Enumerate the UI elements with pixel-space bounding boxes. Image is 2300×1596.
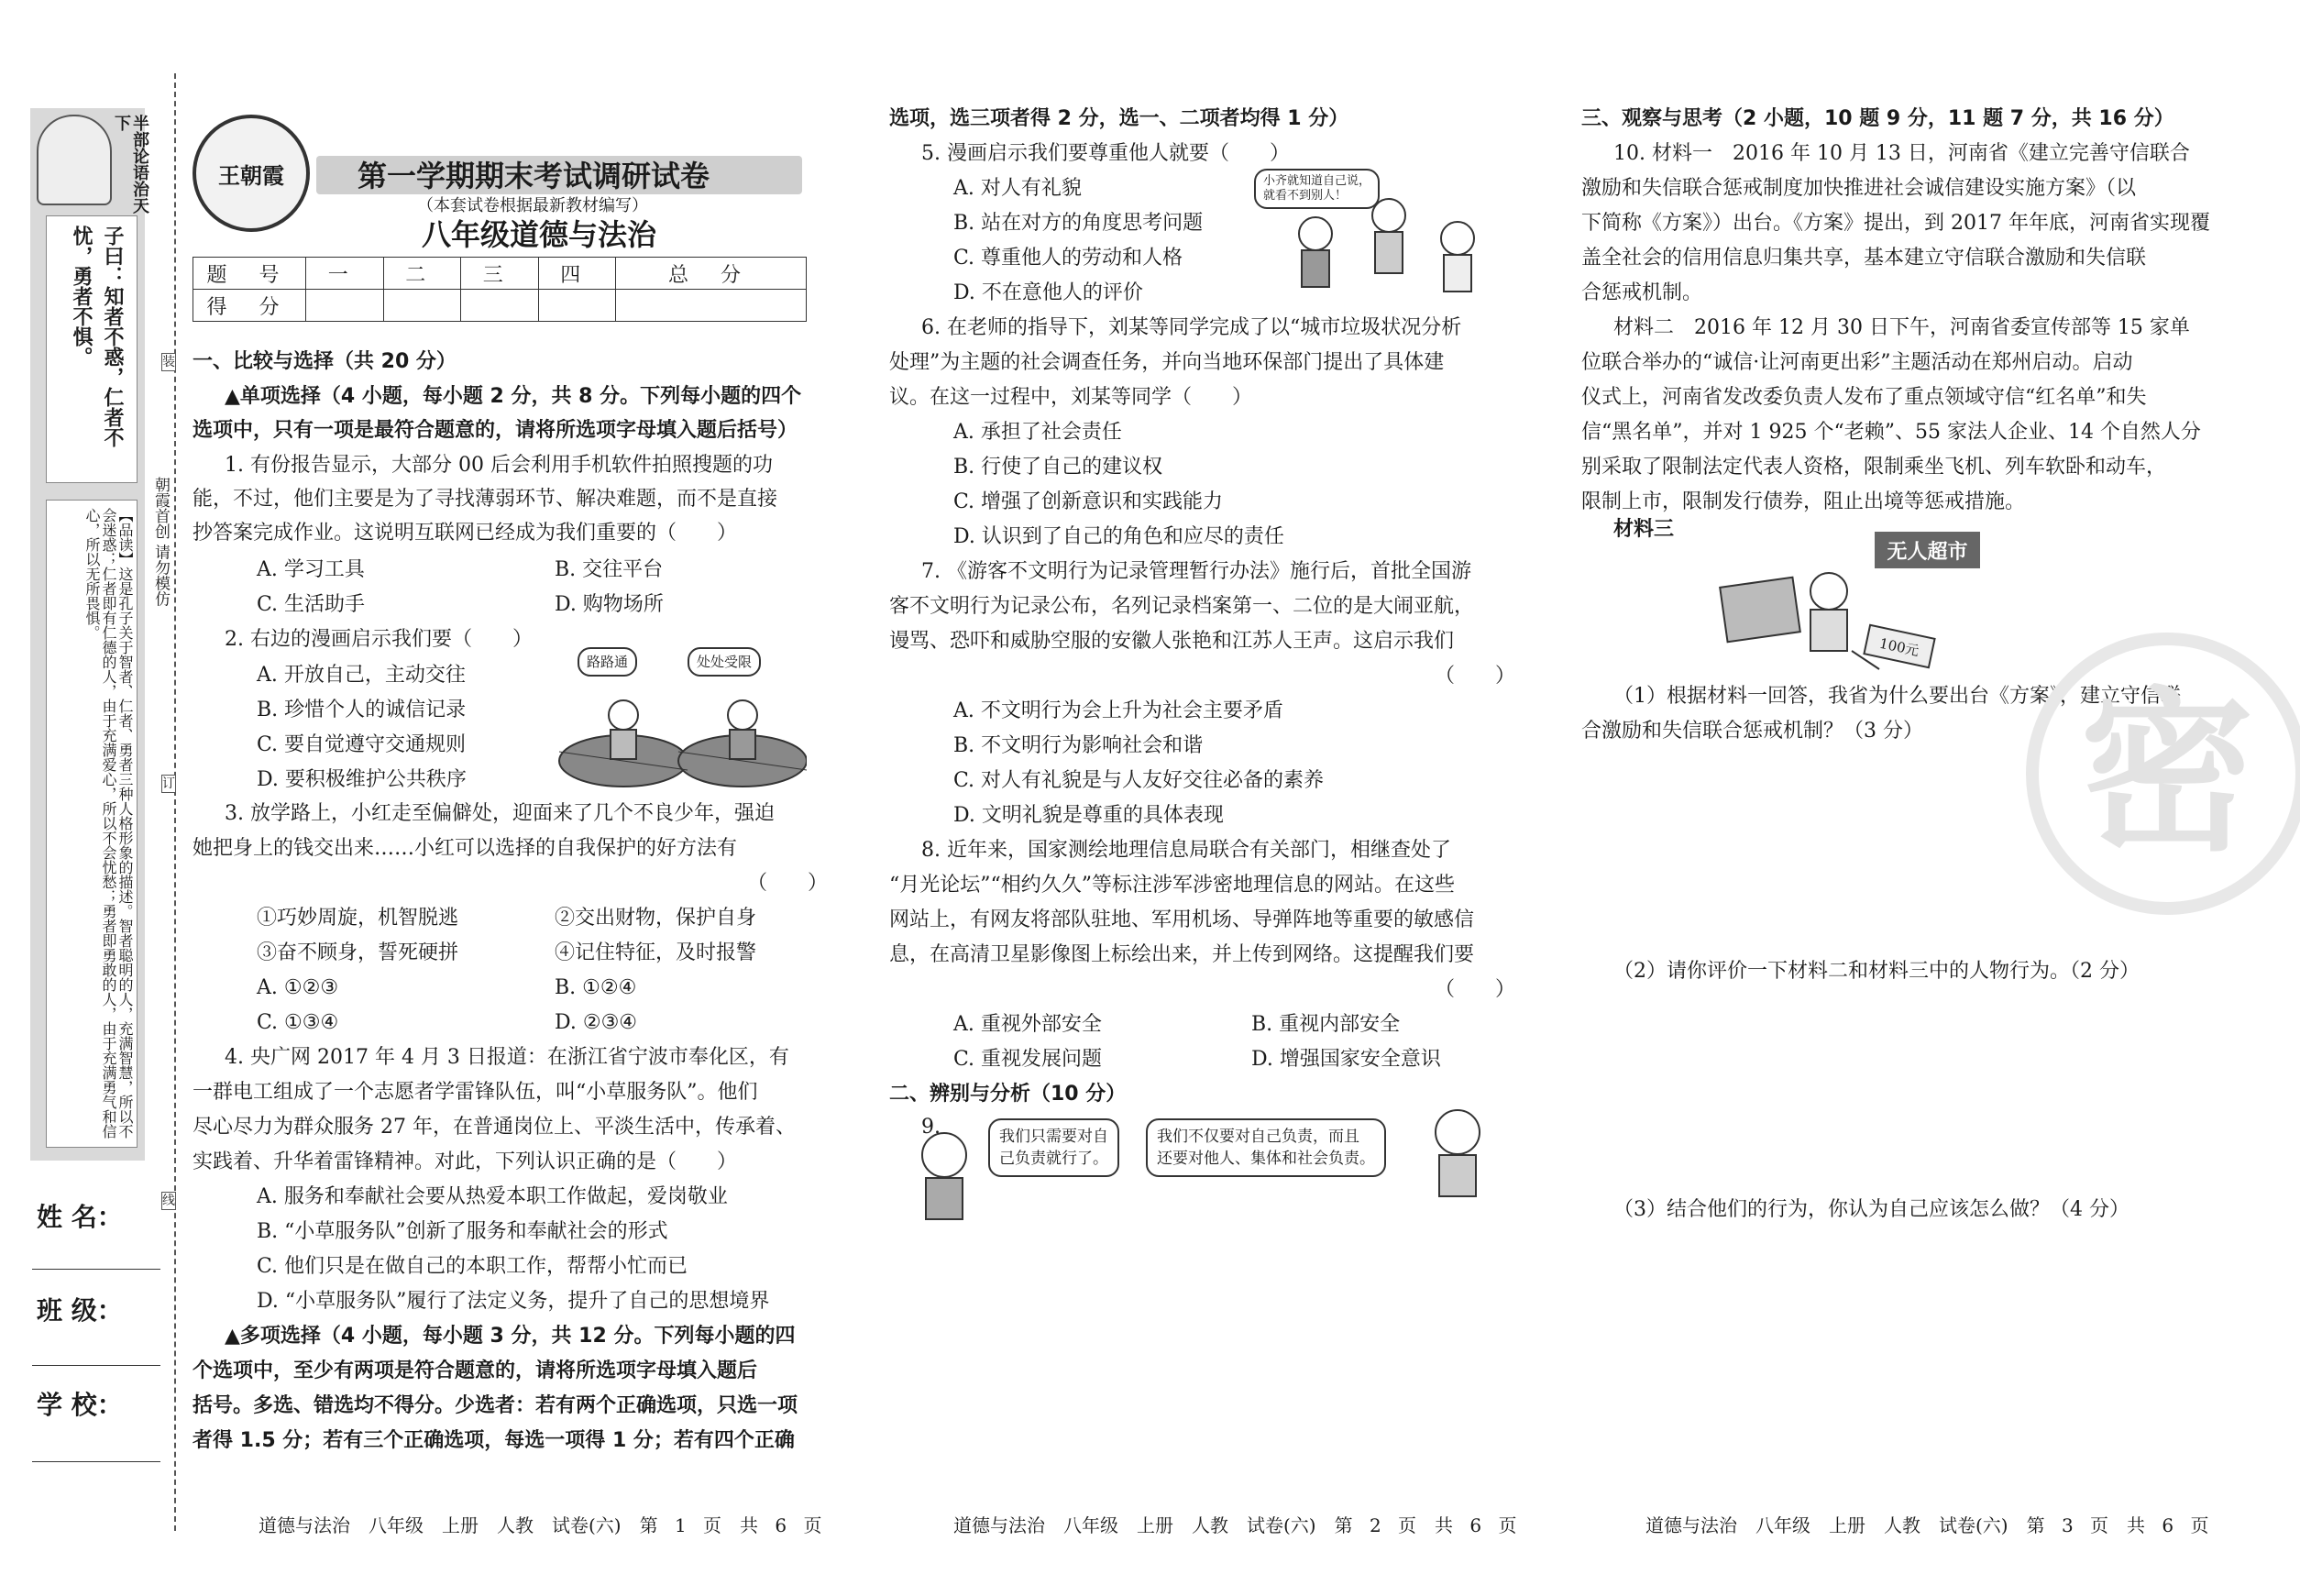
section-3-title: 三、观察与思考（2 小题，10 题 9 分，11 题 7 分，共 16 分） [1581,107,2174,130]
q6-line-3: 议。在这一过程中，刘某等同学（ ） [889,386,1253,409]
q10-sign [1875,532,1980,568]
multi-intro-3: 括号。多选、错选均不得分。少选者：若有两个正确选项，只选一项 [193,1394,798,1417]
q9-bubble-right-line-2: 还要对他人、集体和社会负责。 [1157,1150,1375,1168]
q9-bubble-right [1146,1118,1386,1177]
q4-line-1: 4. 央广网 2017 年 4 月 3 日报道：在浙江省宁波市奉化区，有 [225,1046,789,1069]
score-cell: 总 分 [616,258,807,290]
score-table [193,257,807,322]
class-field[interactable] [32,1363,160,1366]
q7-answer-bracket: （ ） [1435,665,1516,688]
q5-bubble-line-2: 就看不到别人！ [1263,189,1348,203]
side-brand-note: 朝霞首创 请勿模仿 [151,477,170,607]
q8-line-2: “月光论坛”“相约久久”等标注涉军涉密地理信息的网站。在这些 [889,874,1455,897]
q7-option-a[interactable]: A. 不文明行为会上升为社会主要矛盾 [953,699,1283,722]
q8-option-b[interactable]: B. 重视内部安全 [1251,1013,1401,1036]
q4-option-b[interactable]: B. “小草服务队”创新了服务和奉献社会的形式 [257,1220,668,1243]
score-cell: 四 [538,258,616,290]
q10-3-answer-area[interactable] [1581,1233,2177,1462]
q7-option-d[interactable]: D. 文明礼貌是尊重的具体表现 [953,804,1224,827]
q1-option-d[interactable]: D. 购物场所 [555,593,664,616]
exam-subject: 八年级道德与法治 [422,217,657,252]
q10-2-answer-area[interactable] [1581,995,2177,1178]
q10-m1-line-2: 激励和失信联合惩戒制度加快推进社会诚信建设实施方案》（以 [1581,177,2137,200]
q9-bubble-right-line-1: 我们不仅要对自己负责，而且 [1157,1128,1359,1146]
score-input[interactable] [306,290,384,322]
q8-answer-bracket: （ ） [1435,978,1516,1001]
q10-money-note-text: 100元 [1877,634,1921,659]
q10-1-line-2: 合激励和失信联合惩戒机制？（3 分） [1581,720,1923,743]
q7-option-b[interactable]: B. 不文明行为影响社会和谐 [953,734,1204,757]
q10-m2-line-6: 限制上市，限制发行债券，阻止出境等惩戒措施。 [1581,490,2026,513]
q5-option-c[interactable]: C. 尊重他人的劳动和人格 [953,247,1183,270]
q5-bubble-line-1: 小齐就知道自己说， [1263,174,1371,188]
q2-option-c[interactable]: C. 要自觉遵守交通规则 [257,733,467,756]
q10-1-line-1: （1）根据材料一回答，我省为什么要出台《方案》，建立守信联 [1613,685,2181,708]
q2-option-a[interactable]: A. 开放自己，主动交往 [257,664,466,687]
q5-option-b[interactable]: B. 站在对方的角度思考问题 [953,212,1204,235]
score-cell: 一 [306,258,384,290]
score-cell: 得 分 [193,290,306,322]
score-cell: 三 [461,258,539,290]
q10-m1-line-4: 盖全社会的信用信息归集共享，基本建立守信联合激励和失信联 [1581,247,2147,270]
q5-stem: 5. 漫画启示我们要尊重他人就要（ ） [921,142,1290,165]
score-cell: 题 号 [193,258,306,290]
q7-line-3: 谩骂、恐吓和威胁空服的安徽人张艳和江苏人王声。这启示我们 [889,630,1455,653]
q5-option-a[interactable]: A. 对人有礼貌 [953,177,1082,200]
q8-line-1: 8. 近年来，国家测绘地理信息局联合有关部门，相继查处了 [921,839,1451,862]
q10-m3-label: 材料三 [1613,518,1675,541]
q3-item-1: ①巧妙周旋，机智脱逃 [257,907,459,930]
q10-m1-line-3: 下简称《方案》）出台。《方案》提出，到 2017 年年底，河南省实现覆 [1581,212,2210,235]
score-input[interactable] [383,290,461,322]
q1-line-2: 能，不过，他们主要是为了寻找薄弱环节、解决难题，而不是直接 [193,488,778,511]
exam-title: 第一学期期末考试调研试卷 [358,159,710,193]
q8-line-4: 息，在高清卫星影像图上标绘出来，并上传到网络。这提醒我们要 [889,943,1475,966]
q2-option-b[interactable]: B. 珍惜个人的诚信记录 [257,699,467,721]
q1-option-b[interactable]: B. 交往平台 [555,558,664,581]
q10-3-stem: （3）结合他们的行为，你认为自己应该怎么做？（4 分） [1613,1198,2129,1221]
q3-item-4: ④记住特征，及时报警 [555,941,757,964]
name-field[interactable] [32,1267,160,1270]
q10-m1-line-5: 合惩戒机制。 [1581,281,1703,304]
q7-line-1: 7. 《游客不文明行为记录管理暂行办法》施行后，首批全国游 [921,560,1471,583]
q1-option-a[interactable]: A. 学习工具 [257,558,365,581]
school-label: 学 校： [37,1390,123,1420]
score-input[interactable] [461,290,539,322]
q10-2-stem: （2）请你评价一下材料二和材料三中的人物行为。（2 分） [1613,960,2140,983]
q9-bubble-left [988,1118,1119,1177]
q5-speech-bubble [1254,169,1380,209]
logo [193,115,310,232]
q5-option-d[interactable]: D. 不在意他人的评价 [953,281,1143,304]
page-2-footer: 道德与法治 八年级 上册 人教 试卷(六) 第 2 页 共 6 页 [953,1514,1517,1536]
q1-line-3: 抄答案完成作业。这说明互联网已经成为我们重要的（ ） [193,522,738,545]
side-quote: 子曰：知者不惑，仁者不忧，勇者不惧。 [70,226,124,447]
q2-cartoon-label-right: 处处受限 [688,647,761,677]
logo-text: 王朝霞 [218,161,284,189]
single-intro-2: 选项中，只有一项是最符合题意的，请将所选项字母填入题后括号） [193,419,798,442]
score-cell: 二 [383,258,461,290]
side-top-label: 半部论语治天下 [112,115,149,214]
q10-m1-line-1: 10. 材料一 2016 年 10 月 13 日，河南省《建立完善守信联合 [1613,142,2190,165]
q8-line-3: 网站上，有网友将部队驻地、军用机场、导弹阵地等重要的敏感信 [889,908,1475,931]
q7-option-c[interactable]: C. 对人有礼貌是与人友好交往必备的素养 [953,769,1325,792]
score-input[interactable] [616,290,807,322]
seal-mark-1: 装 [162,355,175,369]
q9-girl-figure [903,1123,985,1224]
q1-line-1: 1. 有份报告显示，大部分 00 后会利用手机软件拍照搜题的功 [225,454,773,477]
q8-option-a[interactable]: A. 重视外部安全 [953,1013,1102,1036]
q10-m2-line-5: 别采取了限制法定代表人资格，限制乘坐飞机、列车软卧和动车， [1581,456,2167,479]
side-quote-box [46,215,138,483]
q8-option-d[interactable]: D. 增强国家安全意识 [1251,1048,1441,1071]
q4-line-3: 尽心尽力为群众服务 27 年，在普通岗位上、平淡生活中，传承着、 [193,1116,796,1139]
q4-option-a[interactable]: A. 服务和奉献社会要从热爱本职工作做起，爱岗敬业 [257,1185,728,1208]
q3-option-c[interactable]: C. ①③④ [257,1011,339,1034]
school-field[interactable] [32,1459,160,1462]
page-3-footer: 道德与法治 八年级 上册 人教 试卷(六) 第 3 页 共 6 页 [1645,1514,2209,1536]
multi-intro-1: ▲多项选择（4 小题，每小题 3 分，共 12 分。下列每小题的四 [225,1325,796,1348]
q6-option-b[interactable]: B. 行使了自己的建议权 [953,456,1163,479]
q10-m2-line-4: 信“黑名单”，并对 1 925 个“老赖”、55 家法人企业、14 个自然人分 [1581,421,2201,444]
side-reading: 【品读】这是孔子关于智者、仁者、勇者三种人格形象的描述。智者聪明的人，充满智慧，所以不会迷惑；仁者即有仁德的人，由于充满爱心，所以不会忧愁；勇者即勇敢的人，由于充满勇气和信心，所以无所畏惧。 [83,508,134,1139]
score-input[interactable] [538,290,616,322]
multi-intro-2: 个选项中，至少有两项是符合题意的，请将所选项字母填入题后 [193,1359,758,1382]
q3-option-a[interactable]: A. ①②③ [257,976,339,999]
q10-m2-line-2: 位联合举办的“诚信·让河南更出彩”主题活动在郑州启动。启动 [1581,351,2133,374]
q6-option-d[interactable]: D. 认识到了自己的角色和应尽的责任 [953,525,1284,548]
q8-option-c[interactable]: C. 重视发展问题 [953,1048,1103,1071]
q6-line-1: 6. 在老师的指导下，刘某等同学完成了以“城市垃圾状况分析 [921,316,1462,339]
score-table-row [193,290,807,322]
q3-line-1: 3. 放学路上，小红走至偏僻处，迎面来了几个不良少年，强迫 [225,802,775,825]
q6-option-a[interactable]: A. 承担了社会责任 [953,421,1122,444]
q1-option-c[interactable]: C. 生活助手 [257,593,366,616]
side-reading-box [46,500,138,1148]
q3-option-d[interactable]: D. ②③④ [555,1011,638,1034]
confucius-figure [37,115,112,205]
q3-item-2: ②交出财物，保护自身 [555,907,757,930]
seal-stamp-text: 密 [2079,672,2254,875]
name-label: 姓 名： [37,1202,123,1232]
q9-bubble-left-line-1: 我们只需要对自 [999,1128,1108,1146]
seal-mark-2: 订 [162,776,175,791]
q3-item-3: ③奋不顾身，誓死硬拼 [257,941,459,964]
q4-option-d[interactable]: D. “小草服务队”履行了法定义务，提升了自己的思想境界 [257,1290,770,1313]
multi-intro-4: 者得 1.5 分；若有三个正确选项，每选一项得 1 分；若有四个正确 [193,1429,795,1452]
q4-line-2: 一群电工组成了一个志愿者学雷锋队伍，叫“小草服务队”。他们 [193,1081,758,1104]
q3-line-2: 她把身上的钱交出来……小红可以选择的自我保护的好方法有 [193,837,738,860]
single-intro-1: ▲单项选择（4 小题，每小题 2 分，共 8 分。下列每小题的四个 [225,385,802,408]
page-1-footer: 道德与法治 八年级 上册 人教 试卷(六) 第 1 页 共 6 页 [259,1514,822,1536]
exam-subtitle: （本套试卷根据最新教材编写） [417,196,648,215]
q3-answer-bracket: （ ） [747,872,829,895]
score-table-row [193,258,807,290]
q2-cartoon-label-left: 路路通 [578,647,637,677]
q10-m2-line-3: 仪式上，河南省发改委负责人发布了重点领域守信“红名单”和失 [1581,386,2147,409]
q4-line-4: 实践着、升华着雷锋精神。对此，下列认识正确的是（ ） [193,1150,738,1173]
cut-line [174,73,176,1531]
section-1-title: 一、比较与选择（共 20 分） [193,350,457,373]
q2-stem: 2. 右边的漫画启示我们要（ ） [225,628,533,651]
q7-line-2: 客不文明行为记录公布，名列记录档案第一、二位的是大闹亚航， [889,595,1475,618]
class-label: 班 级： [37,1295,123,1326]
seal-mark-3: 线 [162,1194,175,1208]
q6-option-c[interactable]: C. 增强了创新意识和实践能力 [953,490,1224,513]
q2-option-d[interactable]: D. 要积极维护公共秩序 [257,768,467,791]
q10-m2-line-1: 材料二 2016 年 12 月 30 日下午，河南省委宣传部等 15 家单 [1613,316,2190,339]
q9-bubble-left-line-2: 己负责就行了。 [999,1150,1108,1168]
q3-option-b[interactable]: B. ①②④ [555,976,637,999]
q6-line-2: 处理”为主题的社会调查任务，并向当地环保部门提出了具体建 [889,351,1445,374]
q4-option-c[interactable]: C. 他们只是在做自己的本职工作，帮帮小忙而已 [257,1255,688,1278]
q9-boy-figure [1416,1100,1499,1201]
q10-sign-text: 无人超市 [1887,540,1968,564]
q9-number: 9. [921,1116,941,1139]
multi-intro-cont: 选项，选三项者得 2 分，选一、二项者均得 1 分） [889,107,1349,130]
seal-stamp [2026,633,2300,915]
section-2-title: 二、辨别与分析（10 分） [889,1083,1127,1106]
